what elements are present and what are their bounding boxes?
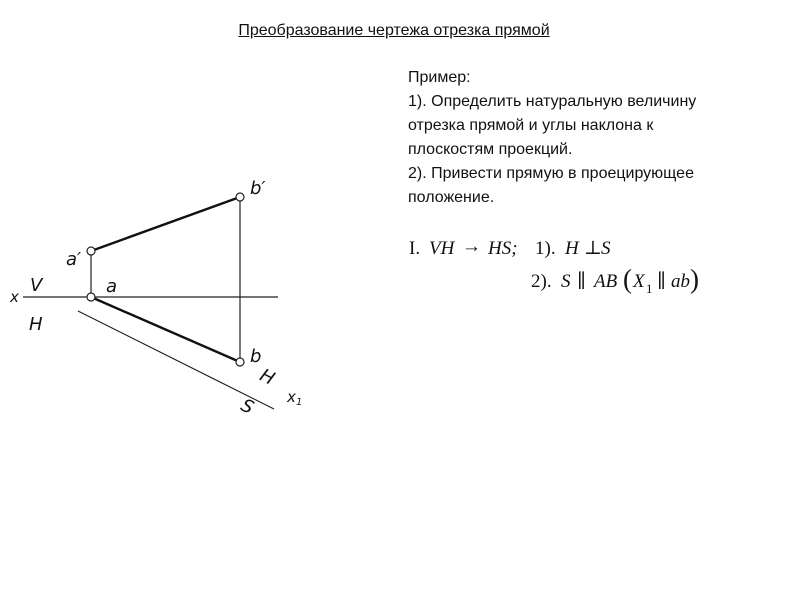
formula-step2-left: S <box>561 271 571 292</box>
parallel-icon: ∥ <box>577 271 586 292</box>
formula-to-system: HS; <box>488 238 518 259</box>
formula-step1-right: S <box>601 238 611 259</box>
arrow-icon: → <box>462 236 481 257</box>
label-x1-subscript: 1 <box>296 397 303 408</box>
example-line: 2). Привести прямую в проецирующее <box>408 165 694 182</box>
segment-horizontal-projection <box>91 297 240 362</box>
point-a <box>87 293 95 301</box>
label-a-prime: a′ <box>66 249 82 270</box>
formula-from-system: VH <box>429 238 455 259</box>
slide-title: Преобразование чертежа отрезка прямой <box>238 22 550 39</box>
label-b-prime: b′ <box>250 178 266 199</box>
label-plane-h: H <box>29 314 43 335</box>
example-line: плоскостям проекций. <box>408 141 573 158</box>
label-plane-v: V <box>30 275 43 296</box>
example-line: 1). Определить натуральную величину <box>408 93 697 110</box>
paren-open: ( <box>623 264 632 294</box>
axis-x1-line <box>78 311 274 409</box>
point-b-prime <box>236 193 244 201</box>
formula-step2-axis: X <box>633 271 645 292</box>
formula-step2-axis-subscript: 1 <box>646 281 653 296</box>
label-plane-h1: H <box>256 364 278 390</box>
formula-step2-segment: AB <box>594 271 618 292</box>
formula-roman-numeral: I. <box>409 238 421 259</box>
formula-step1-left: H <box>565 238 579 259</box>
parallel-icon: ∥ <box>657 271 666 292</box>
formula-step2-right: ab <box>671 271 690 292</box>
label-x1: x <box>287 388 296 406</box>
label-plane-s: S <box>237 394 257 419</box>
example-heading: Пример: <box>408 69 471 86</box>
formula-step2-label: 2). <box>531 271 552 292</box>
perpendicular-icon: ⊥ <box>584 238 602 259</box>
label-b: b <box>250 346 262 367</box>
formula-step1-label: 1). <box>535 238 556 259</box>
point-a-prime <box>87 247 95 255</box>
example-line: положение. <box>408 189 495 206</box>
point-b <box>236 358 244 366</box>
label-a: a <box>106 276 118 297</box>
label-x: x <box>10 288 19 306</box>
example-line: отрезка прямой и углы наклона к <box>408 117 654 134</box>
paren-close: ) <box>690 264 699 294</box>
segment-frontal-projection <box>91 197 240 251</box>
